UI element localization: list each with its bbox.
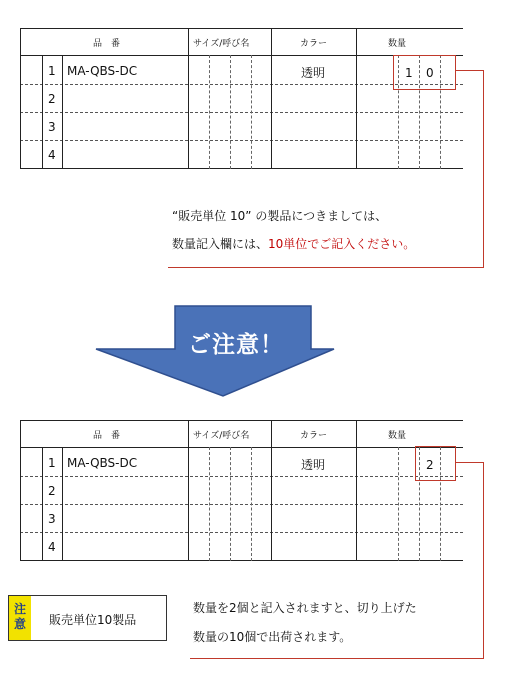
header-qty: 数量 [388, 39, 407, 49]
note-after-line2: 数量の10個で出荷されます。 [193, 630, 352, 644]
row-number: 1 [48, 456, 56, 470]
row-number: 2 [48, 484, 56, 498]
leader-line [483, 70, 484, 268]
leader-line [455, 70, 484, 71]
header-size: サイズ/呼び名 [193, 431, 250, 441]
order-form-example-after [20, 420, 463, 562]
note-after-line1: 数量を2個と記入されますと、切り上げた [193, 601, 417, 615]
leader-line [190, 658, 484, 659]
item-no-value: MA-QBS-DC [67, 64, 138, 78]
header-size: サイズ/呼び名 [193, 39, 250, 49]
header-color: カラー [300, 431, 328, 441]
item-no-value: MA-QBS-DC [67, 456, 138, 470]
note-before-line1: “販売単位 10” の製品につきましては、 [172, 209, 388, 223]
caution-badge [8, 595, 167, 641]
caution-label: ご注意！ [188, 332, 284, 358]
header-item-no: 品 番 [93, 431, 121, 441]
color-value: 透明 [301, 66, 326, 80]
row-number: 3 [48, 120, 56, 134]
leader-line [455, 462, 484, 463]
qty-digit-ones: 0 [426, 66, 434, 80]
note-before-emphasis: 10単位でご記入ください。 [268, 237, 416, 251]
qty-value: 2 [426, 458, 434, 472]
order-form-example-before [20, 28, 463, 170]
header-item-no: 品 番 [93, 39, 121, 49]
leader-line [168, 267, 484, 268]
note-before-line2 [172, 237, 415, 251]
row-number: 4 [48, 540, 56, 554]
row-number: 4 [48, 148, 56, 162]
badge-text: 販売単位10製品 [49, 613, 137, 627]
note-before-prefix: 数量記入欄には、 [172, 237, 269, 251]
caution-tag: 注意 [9, 596, 31, 640]
qty-highlight-box [415, 446, 456, 481]
header-qty: 数量 [388, 431, 407, 441]
color-value: 透明 [301, 458, 326, 472]
row-number: 2 [48, 92, 56, 106]
row-number: 1 [48, 64, 56, 78]
row-number: 3 [48, 512, 56, 526]
leader-line [483, 462, 484, 659]
qty-digit-tens: 1 [405, 66, 413, 80]
qty-highlight-box [393, 55, 456, 90]
header-color: カラー [300, 39, 328, 49]
